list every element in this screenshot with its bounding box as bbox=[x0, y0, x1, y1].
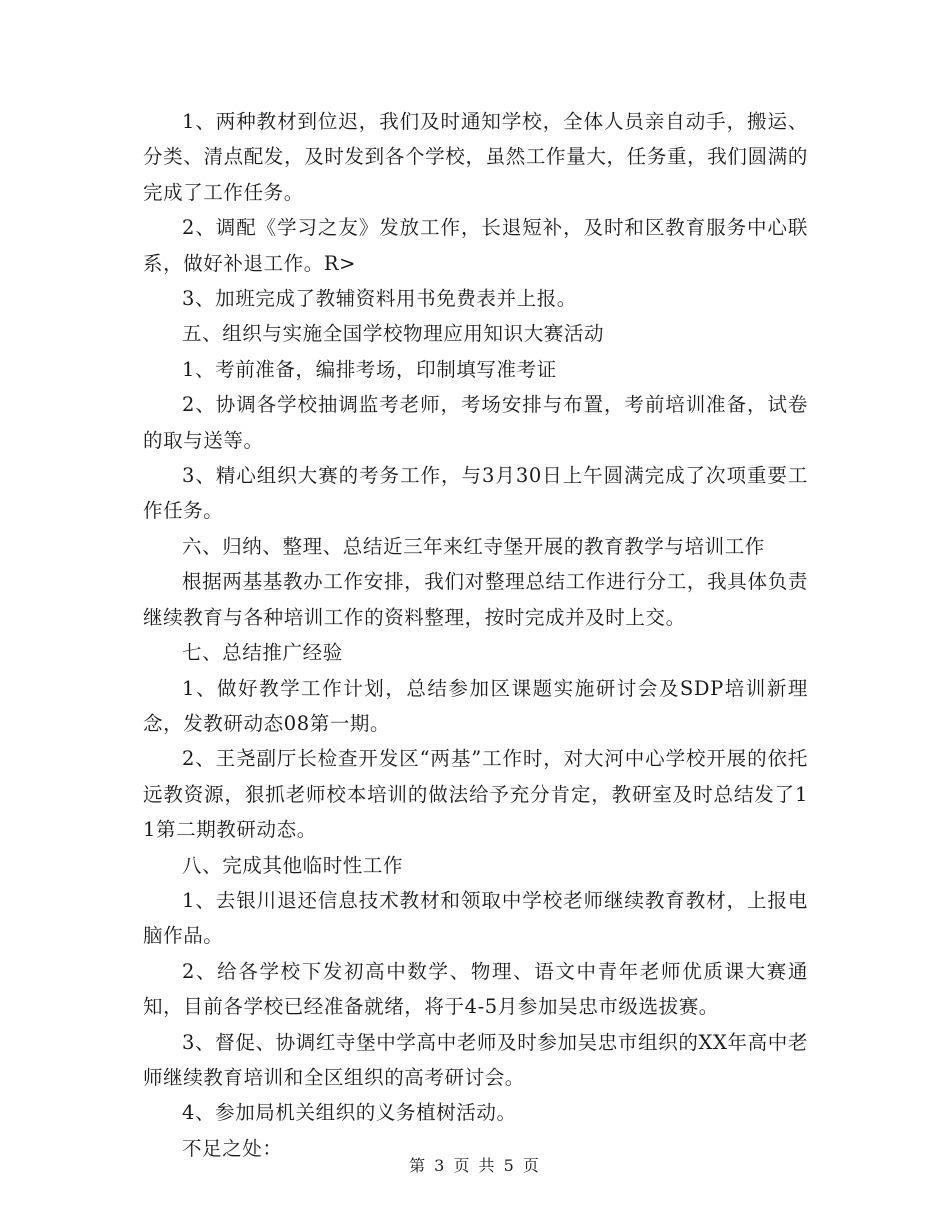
paragraph: 1、考前准备，编排考场，印制填写准考证 bbox=[182, 357, 557, 381]
section-heading: 六、归纳、整理、总结近三年来红寺堡开展的教育教学与培训工作 bbox=[182, 534, 765, 558]
paragraph: 不足之处： bbox=[182, 1136, 283, 1160]
paragraph: 2、协调各学校抽调监考老师，考场安排与布置，考前培训准备，试卷的取与送等。 bbox=[143, 393, 808, 452]
paragraph: 3、督促、协调红寺堡中学高中老师及时参加吴忠市组织的XX年高中老师继续教育培训和全区组织的高考研讨会。 bbox=[143, 1030, 808, 1089]
paragraph: 2、调配《学习之友》发放工作，长退短补，及时和区教育服务中心联系，做好补退工作。R> bbox=[143, 216, 808, 275]
page-number-footer: 第 3 页 共 5 页 bbox=[409, 1156, 541, 1175]
paragraph: 1、两种教材到位迟，我们及时通知学校，全体人员亲自动手，搬运、分类、清点配发，及时发到各个学校，虽然工作量大，任务重，我们圆满的完成了工作任务。 bbox=[143, 110, 808, 204]
section-heading: 七、总结推广经验 bbox=[182, 641, 343, 665]
paragraph: 1、做好教学工作计划，总结参加区课题实施研讨会及SDP培训新理念，发教研动态08第一期。 bbox=[143, 676, 808, 735]
paragraph: 2、给各学校下发初高中数学、物理、语文中青年老师优质课大赛通知，目前各学校已经准备就绪，将于4-5月参加吴忠市级选拔赛。 bbox=[143, 959, 808, 1019]
paragraph: 4、参加局机关组织的义务植树活动。 bbox=[182, 1101, 517, 1125]
section-heading: 五、组织与实施全国学校物理应用知识大赛活动 bbox=[182, 322, 605, 346]
section-heading: 八、完成其他临时性工作 bbox=[182, 853, 404, 877]
paragraph: 3、加班完成了教辅资料用书免费表并上报。 bbox=[182, 287, 577, 311]
paragraph: 2、王尧副厅长检查开发区“两基”工作时，对大河中心学校开展的依托远教资源，狠抓老师校本培训的做法给予充分肯定，教研室及时总结发了11第二期教研动态。 bbox=[143, 747, 808, 842]
paragraph: 1、去银川退还信息技术教材和领取中学校老师继续教育教材，上报电脑作品。 bbox=[143, 888, 808, 948]
paragraph: 3、精心组织大赛的考务工作，与3月30日上午圆满完成了次项重要工作任务。 bbox=[143, 464, 808, 523]
document-body bbox=[143, 104, 808, 1166]
paragraph: 根据两基基教办工作安排，我们对整理总结工作进行分工，我具体负责继续教育与各种培训工作的资料整理，按时完成并及时上交。 bbox=[143, 570, 808, 629]
